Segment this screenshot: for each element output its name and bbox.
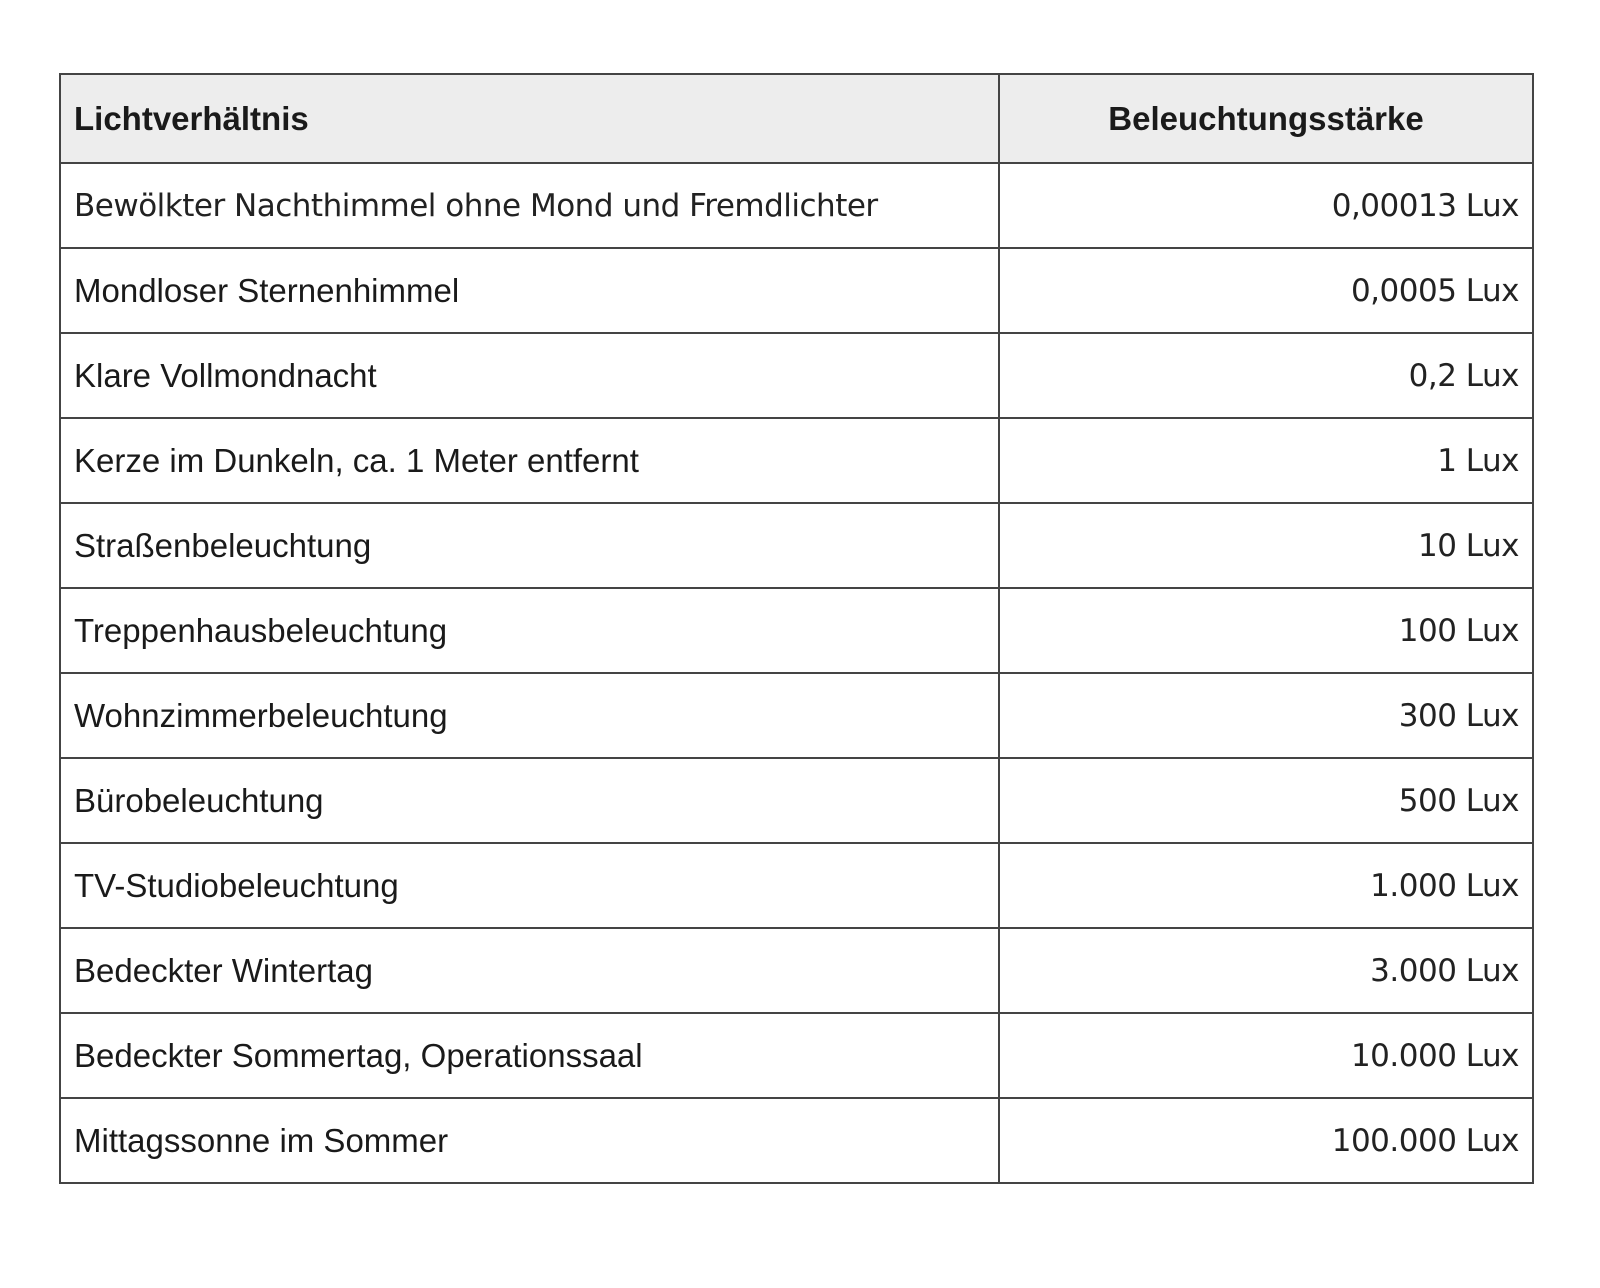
table-header — [60, 74, 1533, 163]
table-row — [60, 673, 1533, 758]
table-row — [60, 248, 1533, 333]
table-row — [60, 163, 1533, 248]
illuminance-cell: 10 Lux — [999, 503, 1533, 588]
condition-cell: Kerze im Dunkeln, ca. 1 Meter entfernt — [60, 418, 999, 503]
condition-cell: Straßenbeleuchtung — [60, 503, 999, 588]
table-row — [60, 1098, 1533, 1183]
illuminance-cell: 0,00013 Lux — [999, 163, 1533, 248]
illuminance-table — [59, 73, 1534, 1184]
table-row — [60, 758, 1533, 843]
table-row — [60, 928, 1533, 1013]
header-row — [60, 74, 1533, 163]
condition-cell: Bewölkter Nachthimmel ohne Mond und Fremdlichter — [60, 163, 999, 248]
illuminance-cell: 100 Lux — [999, 588, 1533, 673]
table-row — [60, 503, 1533, 588]
illuminance-cell: 10.000 Lux — [999, 1013, 1533, 1098]
illuminance-cell: 500 Lux — [999, 758, 1533, 843]
condition-cell: Wohnzimmerbeleuchtung — [60, 673, 999, 758]
illuminance-cell: 0,2 Lux — [999, 333, 1533, 418]
condition-cell: Mondloser Sternenhimmel — [60, 248, 999, 333]
illuminance-cell: 3.000 Lux — [999, 928, 1533, 1013]
condition-cell: Bedeckter Wintertag — [60, 928, 999, 1013]
condition-cell: Bürobeleuchtung — [60, 758, 999, 843]
header-illuminance: Beleuchtungsstärke — [999, 74, 1533, 163]
table-row — [60, 843, 1533, 928]
table-body — [60, 163, 1533, 1183]
condition-cell: Mittagssonne im Sommer — [60, 1098, 999, 1183]
illuminance-cell: 100.000 Lux — [999, 1098, 1533, 1183]
header-light-condition: Lichtverhältnis — [60, 74, 999, 163]
illuminance-cell: 1.000 Lux — [999, 843, 1533, 928]
condition-cell: TV-Studiobeleuchtung — [60, 843, 999, 928]
illuminance-cell: 300 Lux — [999, 673, 1533, 758]
illuminance-cell: 0,0005 Lux — [999, 248, 1533, 333]
table-row — [60, 1013, 1533, 1098]
table-row — [60, 418, 1533, 503]
condition-cell: Treppenhausbeleuchtung — [60, 588, 999, 673]
table-row — [60, 588, 1533, 673]
condition-cell: Klare Vollmondnacht — [60, 333, 999, 418]
table-row — [60, 333, 1533, 418]
illuminance-cell: 1 Lux — [999, 418, 1533, 503]
condition-cell: Bedeckter Sommertag, Operationssaal — [60, 1013, 999, 1098]
